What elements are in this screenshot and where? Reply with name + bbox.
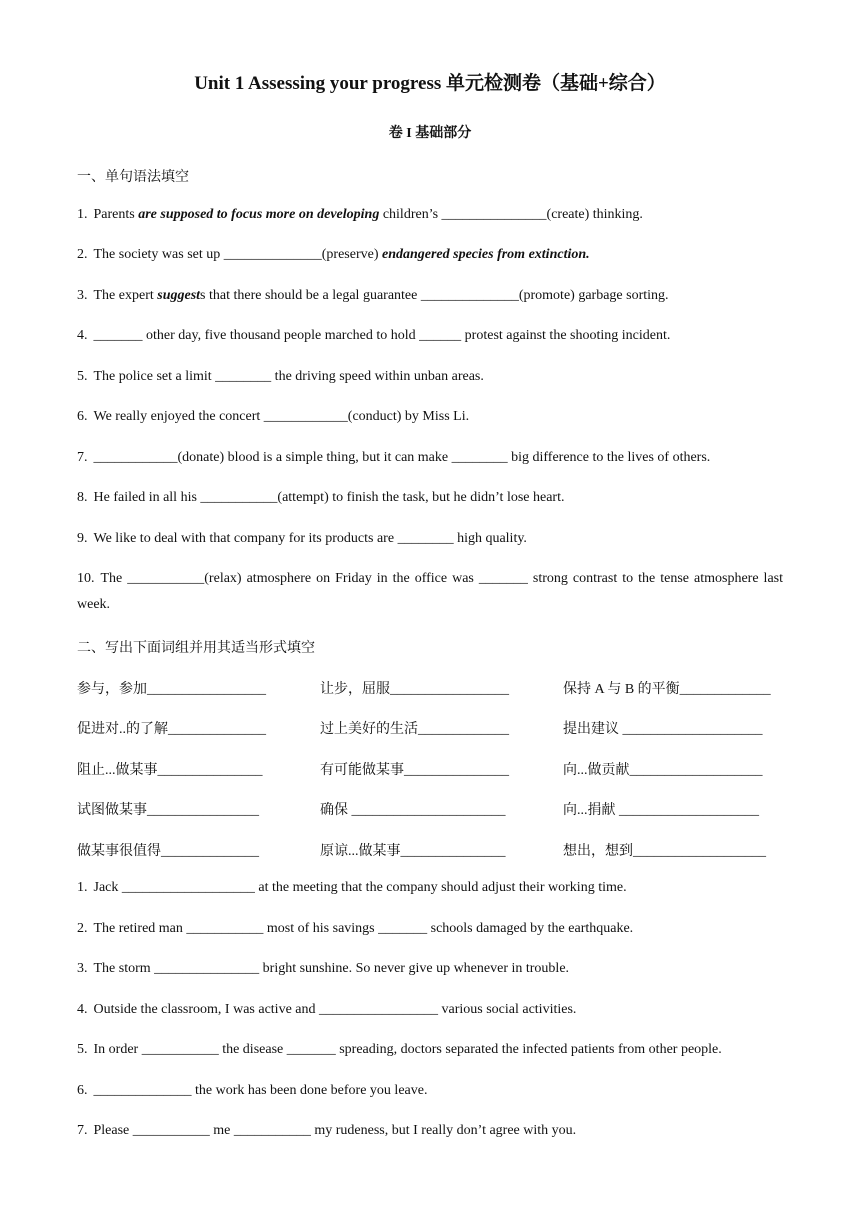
question-number: 4.: [77, 328, 88, 343]
question-number: 7.: [77, 450, 88, 465]
vocab-cell: 试图做某事________________: [77, 803, 259, 818]
question-number: 3.: [77, 961, 88, 976]
vocab-cell: 原谅...做某事_______________: [320, 844, 506, 859]
question-10: 10. The ___________(relax) atmosphere on Friday in the office was _______ strong contrast to the tense atmosphere last week.: [77, 566, 783, 618]
question-number: 5.: [77, 369, 88, 384]
question-3: 3. The expert suggests that there should be a legal guarantee ______________(promote) garbage sorting.: [77, 288, 669, 303]
fill-question-2: 2. The retired man ___________ most of his savings _______ schools damaged by the earthquake.: [77, 921, 634, 936]
question-number: 4.: [77, 1002, 88, 1017]
section2-heading: 二、写出下面词组并用其适当形式填空: [77, 641, 315, 656]
vocab-cell: 保持 A 与 B 的平衡_____________: [563, 682, 771, 697]
fill-question-6: 6. ______________ the work has been done before you leave.: [77, 1083, 428, 1098]
question-number: 2.: [77, 921, 88, 936]
question-4: 4. _______ other day, five thousand people marched to hold ______ protest against the shooting incident.: [77, 328, 671, 343]
vocab-cell: 过上美好的生活_____________: [320, 722, 509, 737]
page-title: Unit 1 Assessing your progress 单元检测卷（基础+综合）: [194, 73, 666, 94]
question-1: 1. Parents are supposed to focus more on developing children’s _______________(create) thinking.: [77, 207, 643, 222]
vocab-cell: 阻止...做某事_______________: [77, 763, 263, 778]
vocab-cell: 向...做贡献___________________: [563, 763, 763, 778]
vocab-cell: 想出，想到___________________: [563, 844, 766, 859]
fill-question-5: 5. In order ___________ the disease _______ spreading, doctors separated the infected patients from other people.: [77, 1042, 722, 1057]
question-5: 5. The police set a limit ________ the driving speed within unban areas.: [77, 369, 484, 384]
vocab-cell: 向...捐献 ____________________: [563, 803, 759, 818]
question-number: 10.: [77, 571, 95, 586]
fill-question-3: 3. The storm _______________ bright sunshine. So never give up whenever in trouble.: [77, 961, 570, 976]
vocab-cell: 提出建议 ____________________: [563, 722, 763, 737]
question-2: 2. The society was set up ______________(preserve) endangered species from extinction.: [77, 247, 590, 262]
vocab-cell: 让步，屈服_________________: [320, 682, 509, 697]
question-number: 6.: [77, 409, 88, 424]
fill-question-7: 7. Please ___________ me ___________ my rudeness, but I really don’t agree with you.: [77, 1123, 577, 1138]
section-part-title: 卷 I 基础部分: [388, 126, 472, 141]
question-number: 3.: [77, 288, 88, 303]
question-number: 6.: [77, 1083, 88, 1098]
question-number: 9.: [77, 531, 88, 546]
vocab-cell: 促进对..的了解______________: [77, 722, 266, 737]
vocab-cell: 确保 ______________________: [320, 803, 506, 818]
fill-question-1: 1. Jack ___________________ at the meeting that the company should adjust their working time.: [77, 880, 627, 895]
question-9: 9. We like to deal with that company for its products are ________ high quality.: [77, 531, 527, 546]
question-number: 7.: [77, 1123, 88, 1138]
vocab-cell: 有可能做某事_______________: [320, 763, 509, 778]
question-7: 7. ____________(donate) blood is a simple thing, but it can make ________ big difference to the lives of others.: [77, 450, 711, 465]
question-number: 2.: [77, 247, 88, 262]
vocab-cell: 做某事很值得______________: [77, 844, 259, 859]
question-number: 1.: [77, 880, 88, 895]
question-number: 5.: [77, 1042, 88, 1057]
section1-heading: 一、单句语法填空: [77, 170, 189, 185]
vocab-cell: 参与，参加_________________: [77, 682, 266, 697]
question-6: 6. We really enjoyed the concert ____________(conduct) by Miss Li.: [77, 409, 470, 424]
question-number: 1.: [77, 207, 88, 222]
fill-question-4: 4. Outside the classroom, I was active and _________________ various social activities.: [77, 1002, 577, 1017]
question-number: 8.: [77, 490, 88, 505]
question-8: 8. He failed in all his ___________(attempt) to finish the task, but he didn’t lose heart.: [77, 490, 565, 505]
